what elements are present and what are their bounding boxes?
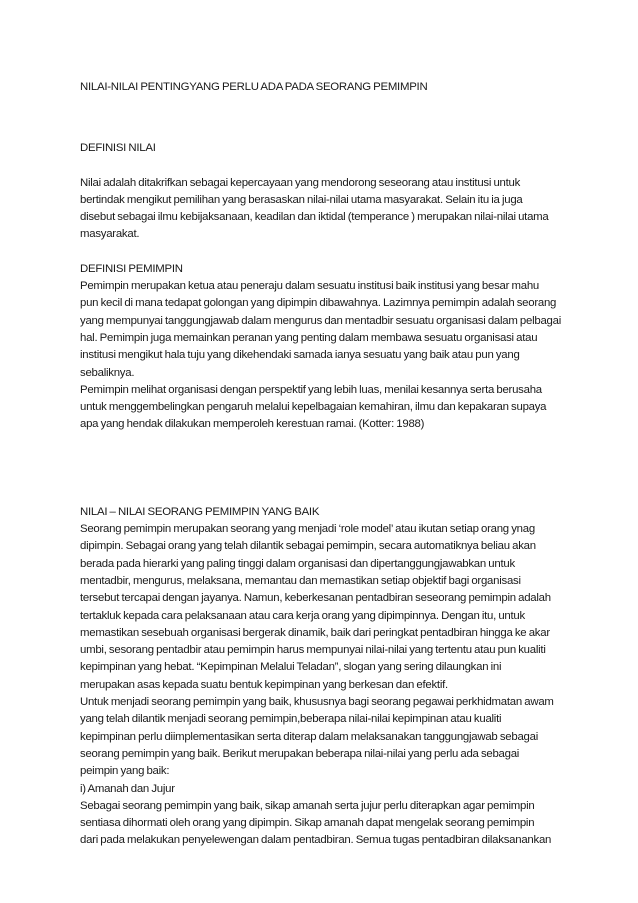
- paragraph-line: apa yang hendak dilakukan memperoleh kerestuan ramai. (Kotter: 1988): [80, 418, 425, 431]
- paragraph-line: Pemimpin merupakan ketua atau peneraju dalam sesuatu institusi baik institusi yang besar mahu: [80, 280, 539, 293]
- paragraph-line: tertakluk kepada cara pelaksanaan atau cara kerja orang yang dipimpinnya. Dengan itu, untuk: [80, 609, 525, 622]
- subheading-amanah-jujur: i) Amanah dan Jujur: [80, 782, 175, 795]
- paragraph-line: dari pada melakukan penyelewengan dalam pentadbiran. Semua tugas pentadbiran dilaksanankan: [80, 834, 552, 847]
- spacer: [80, 158, 566, 175]
- section-heading-nilai-pemimpin: NILAI – NILAI SEORANG PEMIMPIN YANG BAIK: [80, 505, 320, 518]
- document-body: [80, 79, 566, 850]
- paragraph-line: Untuk menjadi seorang pemimpin yang baik, khususnya bagi seorang pegawai perkhidmatan awam: [80, 696, 554, 709]
- paragraph-line: bertindak mengikut pemilihan yang berasaskan nilai-nilai utama masyarakat. Selain itu ia juga: [80, 193, 523, 206]
- paragraph-line: merupakan asas kepada suatu bentuk kepimpinan yang berkesan dan efektif.: [80, 678, 448, 691]
- spacer: [80, 434, 566, 504]
- spacer: [80, 244, 566, 261]
- paragraph-line: seorang pemimpin yang baik. Berikut merupakan beberapa nilai-nilai yang perlu ada sebagai: [80, 747, 520, 760]
- paragraph-line: tersebut tercapai dengan jayanya. Namun, keberkesanan pentadbiran seseorang pemimpin adalah: [80, 592, 551, 605]
- document-title: NILAI-NILAI PENTINGYANG PERLU ADA PADA SEORANG PEMIMPIN: [80, 81, 428, 93]
- paragraph-line: mentadbir, mengurus, melaksana, memantau dan memastikan setiap objektif bagi organisasi: [80, 574, 521, 587]
- paragraph-line: masyarakat.: [80, 228, 140, 241]
- paragraph-line: memastikan sesebuah organisasi bergerak dinamik, baik dari peringkat pentadbiran hingga ke akar: [80, 626, 550, 639]
- paragraph-line: dipimpin. Sebagai orang yang telah dilantik sebagai pemimpin, secara automatiknya beliau akan: [80, 540, 536, 553]
- section-heading-definisi-nilai: DEFINISI NILAI: [80, 142, 156, 155]
- paragraph-line: sentiasa dihormati oleh orang yang dipimpin. Sikap amanah dapat mengelak seorang pemimpin: [80, 817, 535, 830]
- paragraph-line: umbi, sesorang pentadbir atau pemimpin harus mempunyai nilai-nilai yang tertentu atau pun kualiti: [80, 644, 546, 657]
- paragraph-line: Nilai adalah ditakrifkan sebagai kepercayaan yang mendorong seseorang atau institusi untuk: [80, 176, 521, 189]
- section-heading-definisi-pemimpin: DEFINISI PEMIMPIN: [80, 262, 183, 275]
- paragraph-line: yang telah dilantik menjadi seorang pemimpin,beberapa nilai-nilai kepimpinan atau kualiti: [80, 713, 502, 726]
- paragraph-line: sebaliknya.: [80, 366, 135, 379]
- paragraph-line: pun kecil di mana tedapat golongan yang dipimpin dibawahnya. Lazimnya pemimpin adalah seorang: [80, 297, 557, 310]
- paragraph-line: peimpin yang baik:: [80, 765, 170, 778]
- paragraph-line: kepimpinan yang hebat. “Kepimpinan Melalui Teladan”, slogan yang sering dilaungkan ini: [80, 661, 502, 674]
- paragraph-line: Seorang pemimpin merupakan seorang yang menjadi ‘role model’ atau ikutan setiap orang ynag: [80, 523, 535, 536]
- paragraph-line: hal. Pemimpin juga memainkan peranan yang penting dalam membawa sesuatu organisasi atau: [80, 331, 538, 344]
- paragraph-line: disebut sebagai ilmu kebijaksanaan, keadilan dan iktidal (temperance ) merupakan nilai-nilai utama: [80, 211, 549, 224]
- paragraph-line: Pemimpin melihat organisasi dengan perspektif yang lebih luas, menilai kesannya serta berusaha: [80, 383, 542, 396]
- paragraph-line: Sebagai seorang pemimpin yang baik, sikap amanah serta jujur perlu diterapkan agar pemimpin: [80, 799, 535, 812]
- paragraph-line: untuk menggembelingkan pengaruh melalui kepelbagaian kemahiran, ilmu dan kepakaran supaya: [80, 401, 547, 414]
- paragraph-line: kepimpinan perlu diimplementasikan serta diterap dalam melaksanakan tanggungjawab sebagai: [80, 730, 538, 743]
- paragraph-line: institusi mengikut hala tuju yang dikehendaki samada ianya sesuatu yang baik atau pun yang: [80, 349, 520, 362]
- paragraph-line: berada pada hierarki yang paling tinggi dalam organisasi dan dipertanggungjawabkan untuk: [80, 557, 515, 570]
- paragraph-line: yang mempunyai tanggungjawab dalam mengurus dan mentadbir sesuatu organisasi dalam pelbagai: [80, 314, 561, 327]
